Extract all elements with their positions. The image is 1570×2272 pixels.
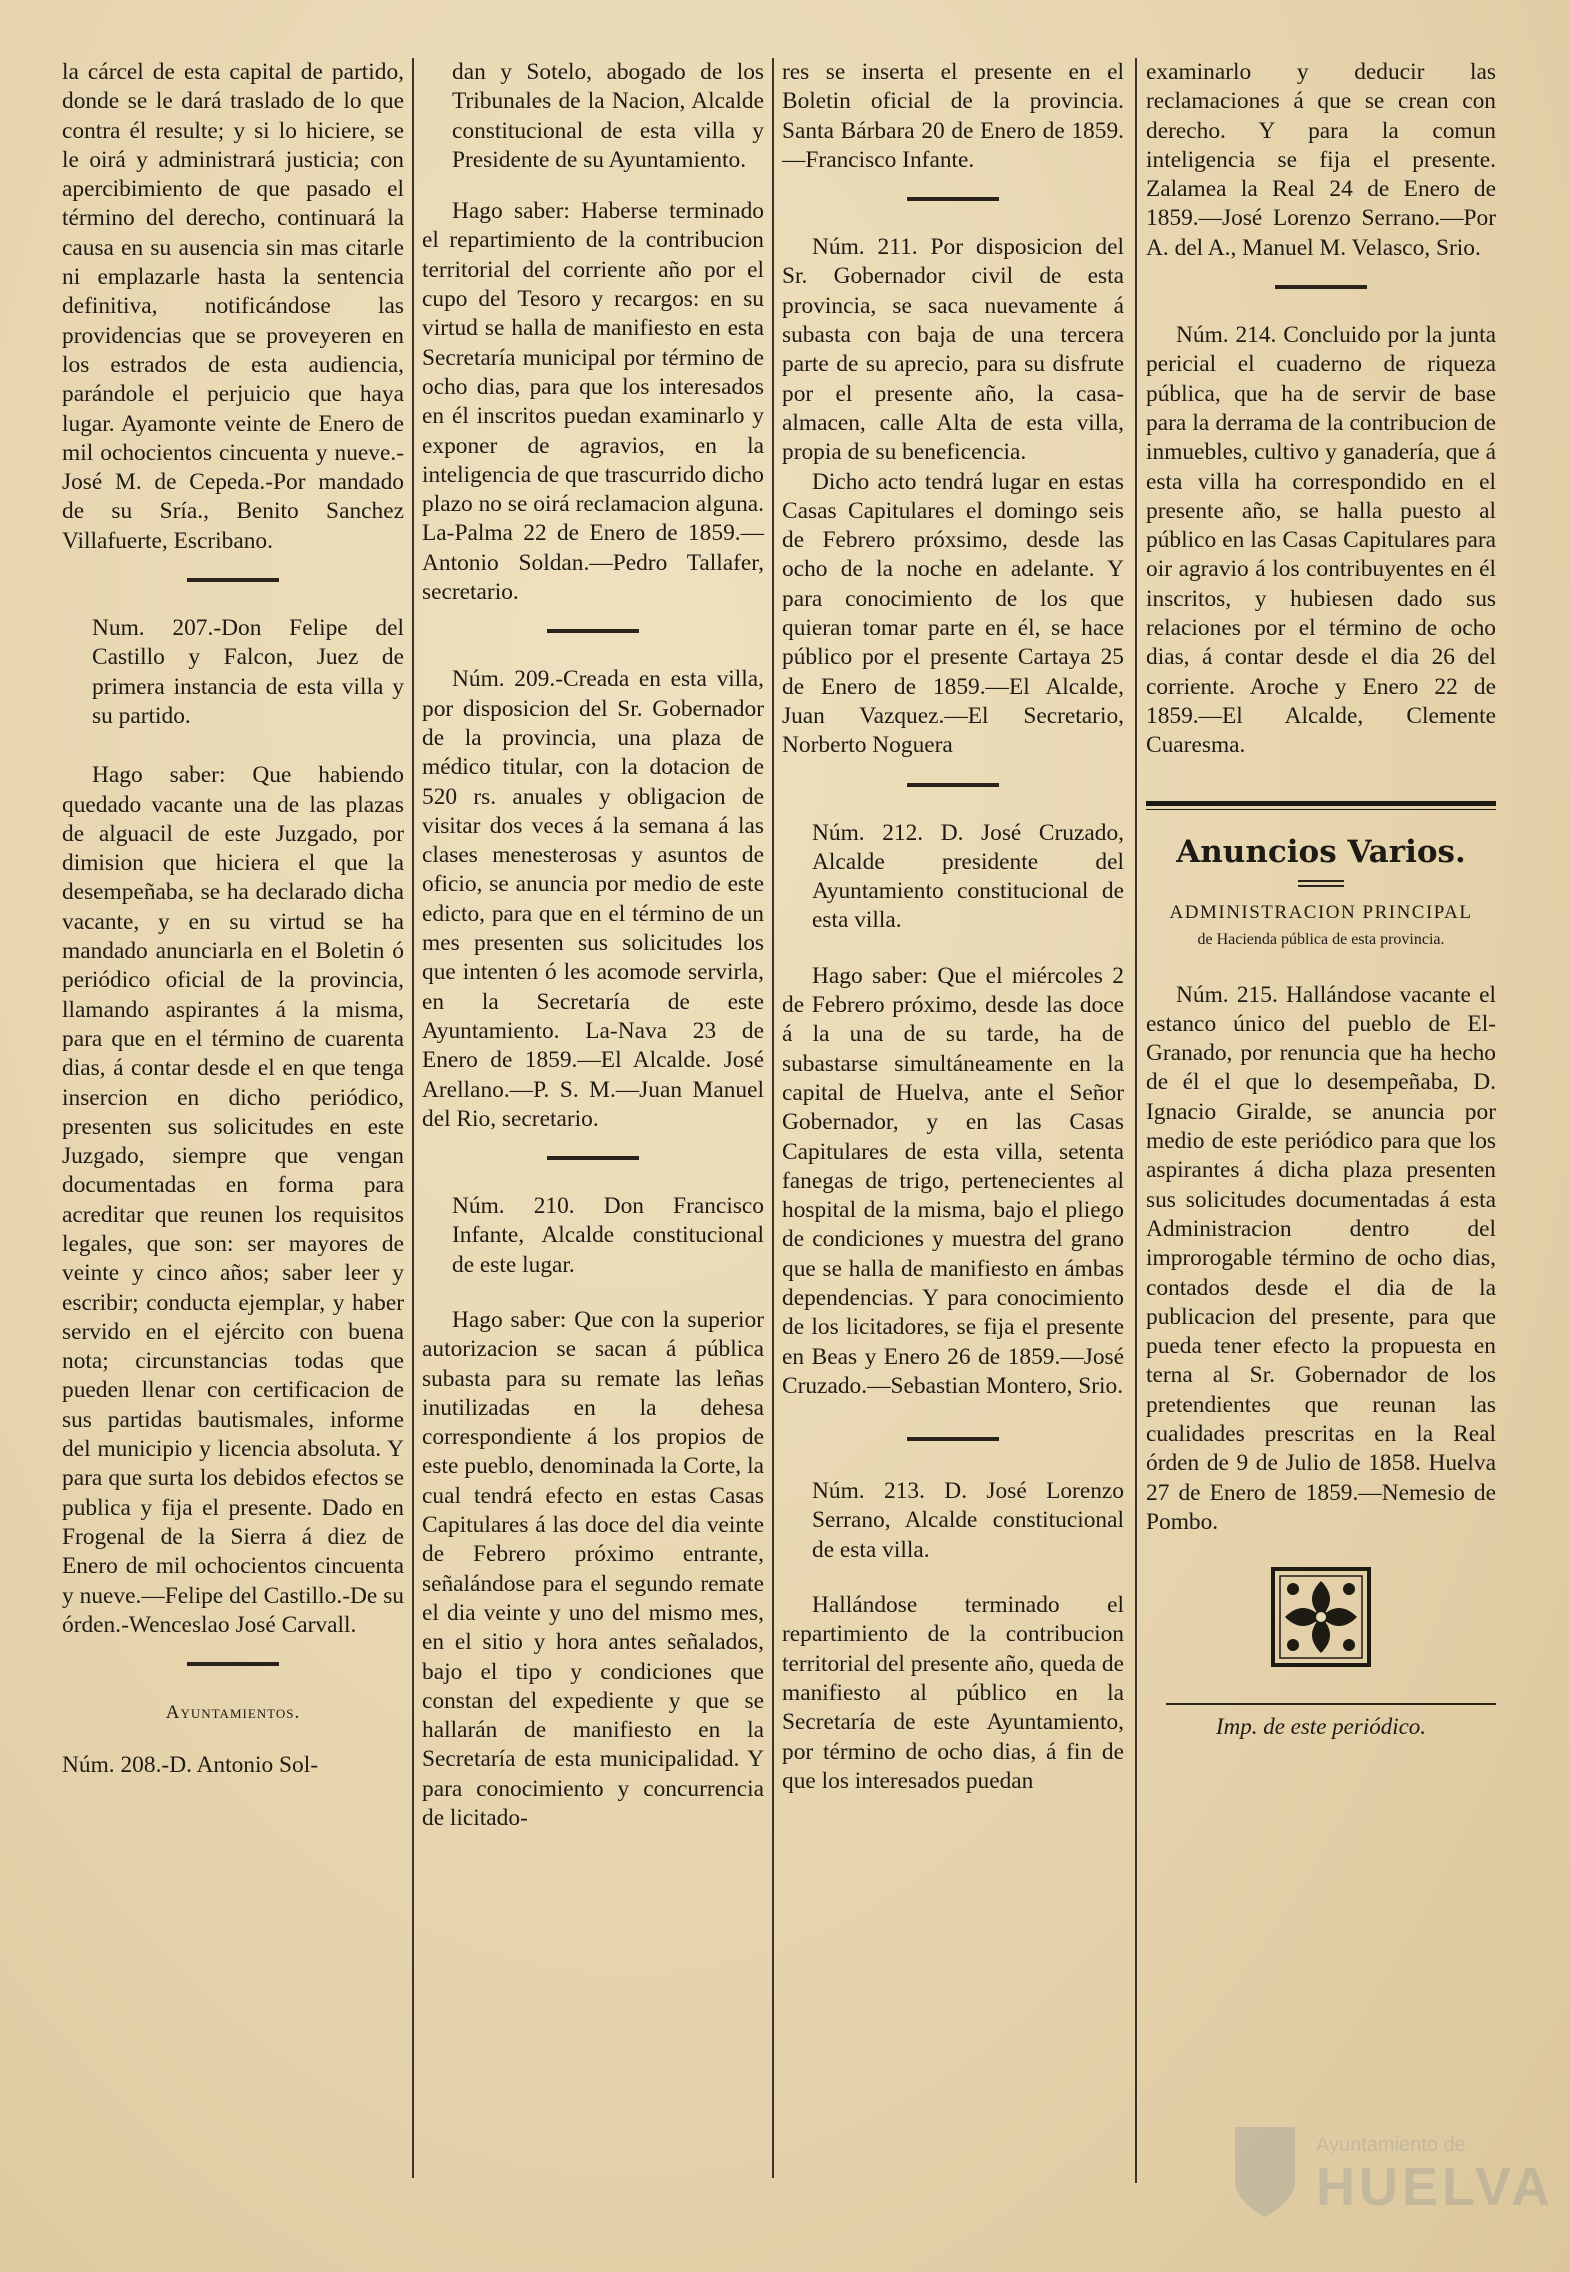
separator-rule bbox=[907, 783, 999, 787]
notice-215-body: Núm. 215. Hallándose vacante el estanco único del pueblo de El-Granado, por renuncia que ha hecho de él el que lo desempeñaba, D. Ignacio Giralde, se anuncia por medio de este periódico para que los aspirantes á dicha plaza presenten sus solicitudes documentadas á esta Administracion dentro del improrogable término de ocho dias, contados desde el dia de la publicacion del presente, para que pueda tener efecto la propuesta en terna al Sr. Gobernador de los pretendientes que reunan las cualidades prescritas en la Real órden de 9 de Julio de 1858. Huelva 27 de Enero de 1859.—Nemesio de Pombo. bbox=[1146, 981, 1496, 1535]
newspaper-page bbox=[50, 58, 1520, 2218]
printer-ornament-icon bbox=[1271, 1567, 1371, 1667]
column-1 bbox=[62, 58, 404, 2218]
admin-heading: ADMINISTRACION PRINCIPAL bbox=[1169, 901, 1473, 923]
separator-rule bbox=[547, 1156, 639, 1160]
notice-213-header: Núm. 213. D. José Lorenzo Serrano, Alcalde constitucional de esta villa. bbox=[812, 1478, 1124, 1563]
column-divider bbox=[772, 58, 774, 2178]
separator-rule bbox=[907, 197, 999, 201]
notice-212-body: Hago saber: Que el miércoles 2 de Febrero próximo, desde las doce á la una de su tarde, ha de subastarse simultáneamente en la capital de Huelva, ante el Señor Gobernador, y en las Casas Capitulares de esta villa, setenta fanegas de trigo, pertenecientes al hospital de la misma, bajo el pliego de condiciones y muestra del grano que se halla de manifiesto en ámbas dependencias. Y para conocimiento de los licitadores, se fija el presente en Beas y Enero 26 de 1859.—José Cruzado.—Sebastian Montero, Srio. bbox=[782, 962, 1124, 1399]
imprint-line: Imp. de este periódico. bbox=[1215, 1714, 1427, 1740]
notice-208-header: dan y Sotelo, abogado de los Tribunales de la Nacion, Alcalde constitucional de esta villa y Presidente de su Ayuntamiento. bbox=[452, 59, 764, 173]
separator-rule bbox=[187, 1662, 279, 1666]
notice-213-end: examinarlo y deducir las reclamaciones á que se crean con derecho. Y para la comun inteligencia se fija el presente. Zalamea la Real 24 de Enero de 1859.—José Lorenzo Serrano.—Por A. del A., Manuel M. Velasco, Srio. bbox=[1146, 59, 1496, 261]
section-heading-anuncios: Anuncios Varios. bbox=[1176, 833, 1466, 870]
section-rule-thin bbox=[1146, 809, 1496, 810]
shield-icon bbox=[1230, 2122, 1300, 2222]
notice-210-header: Núm. 210. Don Francisco Infante, Alcalde constitucional de este lugar. bbox=[452, 1193, 764, 1278]
column-2 bbox=[422, 58, 764, 2218]
separator-rule bbox=[187, 578, 279, 582]
column-3 bbox=[782, 58, 1124, 2218]
separator-rule bbox=[907, 1437, 999, 1441]
archive-watermark bbox=[1230, 2122, 1554, 2232]
notice-210-end: res se inserta el presente en el Boletin oficial de la provincia. Santa Bárbara 20 de Enero de 1859.—Francisco Infante. bbox=[782, 59, 1124, 173]
notice-207-header: Num. 207.-Don Felipe del Castillo y Falcon, Juez de primera instancia de esta villa y su partido. bbox=[92, 615, 404, 729]
watermark-small-text: Ayuntamiento de bbox=[1316, 2134, 1466, 2156]
notice-211-body: Núm. 211. Por disposicion del Sr. Gobernador civil de esta provincia, se saca nuevamente á subasta con baja de una tercera parte de su aprecio, para su disfrute por el presente año, la casa-almacen, calle Alta de esta villa, propia de su beneficencia. bbox=[782, 234, 1124, 466]
notice-213-body: Hallándose terminado el repartimiento de la contribucion territorial del presente año, queda de manifiesto al público en la Secretaría de este Ayuntamiento, por término de ocho dias, á fin de que los interesados puedan bbox=[782, 1592, 1124, 1794]
section-heading-ayuntamientos: Ayuntamientos. bbox=[165, 1702, 301, 1724]
admin-subheading: de Hacienda pública de esta provincia. bbox=[1197, 930, 1445, 948]
notice-211-body-2: Dicho acto tendrá lugar en estas Casas Capitulares el domingo seis de Febrero próxsimo, desde las ocho de la noche en adelante. Y para conocimiento de los que quieran tomar parte en él, se hace público por el presente Cartaya 25 de Enero de 1859.—El Alcalde, Juan Vazquez.—El Secretario, Norberto Noguera bbox=[782, 468, 1124, 759]
notice-212-header: Núm. 212. D. José Cruzado, Alcalde presidente del Ayuntamiento constitucional de esta villa. bbox=[812, 819, 1124, 934]
column-divider bbox=[1135, 58, 1137, 2183]
notice-214-body: Núm. 214. Concluido por la junta pericial el cuaderno de riqueza pública, que ha de servir de base para la derrama de la contribucion de inmuebles, cultivo y ganadería, que á esta villa ha correspondido en el presente año, se halla puesto al público en las Casas Capitulares para oir agravio á los contribuyentes en él inscritos, y hubiesen dado sus relaciones por el término de ocho dias, á contar desde el dia 26 del corriente. Aroche y Enero 22 de 1859.—El Alcalde, Clemente Cuaresma. bbox=[1146, 322, 1496, 759]
notice-208-start: Núm. 208.-D. Antonio Sol- bbox=[62, 1752, 319, 1779]
notice-208-body: Hago saber: Haberse terminado el repartimiento de la contribucion territorial del corriente año por el cupo del Tesoro y recargos: en su virtud se halla de manifiesto en esta Secretaría municipal por término de ocho dias, para que los interesados en él inscritos puedan examinarlo y exponer de agravios, en la inteligencia de que trascurrido dicho plazo no se oirá reclamacion alguna. La-Palma 22 de Enero de 1859.—Antonio Soldan.—Pedro Tallafer, secretario. bbox=[422, 198, 764, 606]
separator-rule bbox=[1275, 285, 1367, 289]
column-divider bbox=[412, 58, 414, 2178]
imprint-rule bbox=[1166, 1703, 1496, 1705]
watermark-large-text: HUELVA bbox=[1316, 2157, 1554, 2217]
double-rule bbox=[1298, 880, 1344, 887]
edict-continuation: la cárcel de esta capital de partido, donde se le dará traslado de lo que contra él resulte; y si lo hiciere, se le oirá y administrará justicia; con apercibimiento de que pasado el término del derecho, continuará la causa en su ausencia sin mas citarle ni emplazarle hasta la sentencia definitiva, notificándose las providencias que se proveyeren en los estrados de esta audiencia, parándole el perjuicio que haya lugar. Ayamonte veinte de Enero de mil ochocientos cincuenta y nueve.-José M. de Cepeda.-Por mandado de su Sría., Benito Sanchez Villafuerte, Escribano. bbox=[62, 59, 404, 554]
section-rule-thick bbox=[1146, 801, 1496, 806]
notice-207-body: Hago saber: Que habiendo quedado vacante una de las plazas de alguacil de este Juzgado, por dimision que hiciera el que la desempeñaba, se ha declarado dicha vacante, y en su virtud se ha mandado anunciarla en el Boletin ó periódico oficial de la provincia, llamando aspirantes á la misma, para que en el término de cuarenta dias, á contar desde el en que tenga insercion en dicho periódico, presenten sus solicitudes en este Juzgado, siempre que vengan documentadas en forma para acreditar que reunen los requisitos legales, que son: ser mayores de veinte y cinco años; saber leer y escribir; conducta ejemplar, y haber servido en el ejército con buena nota; circunstancias todas que pueden llenar con certificacion de sus partidas bautismales, informe del municipio y licencia absoluta. Y para que surta los debidos efectos se publica y fija el presente. Dado en Frogenal de la Sierra á diez de Enero de mil ochocientos cincuenta y nueve.—Felipe del Castillo.-De su órden.-Wenceslao José Carvall. bbox=[62, 762, 404, 1638]
column-4 bbox=[1146, 58, 1496, 2218]
separator-rule bbox=[547, 629, 639, 633]
notice-209-body: Núm. 209.-Creada en esta villa, por disposicion del Sr. Gobernador de la provincia, una plaza de médico titular, con la dotacion de 520 rs. anuales y obligacion de visitar dos veces á la semana á las clases menesterosas y asuntos de oficio, se anuncia por medio de este edicto, para que en el término de un mes presenten sus solicitudes los que intenten ó les acomode servirla, en la Secretaría de este Ayuntamiento. La-Nava 23 de Enero de 1859.—El Alcalde. José Arellano.—P. S. M.—Juan Manuel del Rio, secretario. bbox=[422, 666, 764, 1132]
notice-210-body: Hago saber: Que con la superior autorizacion se sacan á pública subasta para su remate las leñas inutilizadas en la dehesa correspondiente á los propios de este pueblo, denominada la Corte, la cual tendrá efecto en estas Casas Capitulares á las doce del dia veinte de Febrero próximo entrante, señalándose para el segundo remate el dia veinte y uno del mismo mes, en el sitio y hora antes señalados, bajo el tipo y condiciones que constan del expediente y que se hallarán de manifiesto en la Secretaría de esta municipalidad. Y para conocimiento y concurrencia de licitado- bbox=[422, 1306, 764, 1832]
